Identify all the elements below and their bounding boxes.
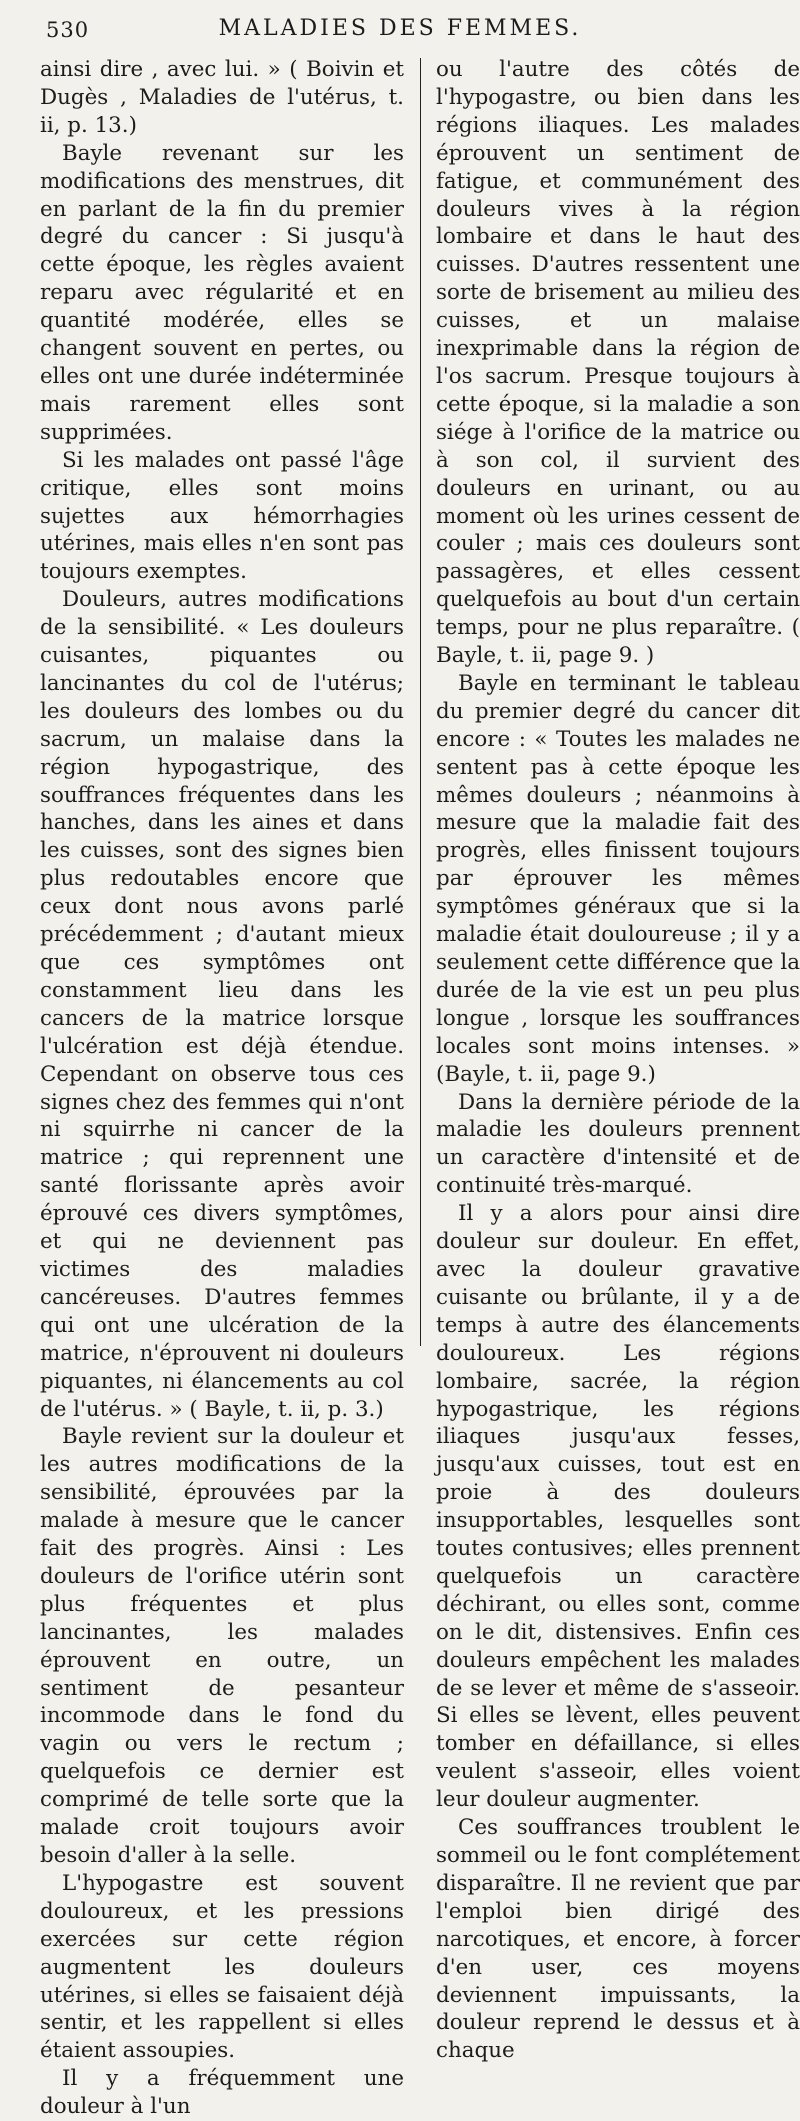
paragraph: L'hypogastre est souvent douloureux, et les pressions exercées sur cette région augmentent les douleurs utérines, si elles se faisaient déjà sentir, et les rappellent si elles étaient assoupies.: [40, 1870, 404, 2064]
left-text-column: [40, 56, 404, 2121]
paragraph: ou l'autre des côtés de l'hypogastre, ou bien dans les régions iliaques. Les malades éprouvent un sentiment de fatigue, et communément des douleurs vives à la région lombaire et dans le haut des cuisses. D'autres ressentent une sorte de brisement au milieu des cuisses, et un malaise inexprimable dans la région de l'os sacrum. Presque toujours à cette époque, si la maladie a son siége à l'orifice de la matrice ou à son col, il survient des douleurs en urinant, ou au moment où les urines cessent de couler ; mais ces douleurs sont passagères, et elles cessent quelquefois au bout d'un certain temps, pour ne plus reparaître. ( Bayle, t. ii, page 9. ): [436, 57, 800, 669]
column-divider: [420, 58, 421, 1346]
paragraph: ainsi dire , avec lui. » ( Boivin et Dugès , Maladies de l'utérus, t. ii, p. 13.): [40, 57, 404, 138]
paragraph: Il y a alors pour ainsi dire douleur sur douleur. En effet, avec la douleur gravative cuisante ou brûlante, il y a de temps à autre des élancements douloureux. Les régions lombaire, sacrée, la région hypogastrique, les régions iliaques jusqu'aux fesses, jusqu'aux cuisses, tout est en proie à des douleurs insupportables, lesquelles sont toutes contusives; elles prennent quelquefois un caractère déchirant, ou elles sont, comme on le dit, distensives. Enfin ces douleurs empêchent les malades de se lever et même de s'asseoir. Si elles se lèvent, elles peuvent tomber en défaillance, si elles veulent s'asseoir, elles voient leur douleur augmenter.: [436, 1201, 800, 1813]
page-header: [0, 10, 800, 46]
paragraph: Bayle revenant sur les modifications des menstrues, dit en parlant de la fin du premier degré du cancer : Si jusqu'à cette époque, les règles avaient reparu avec régularité et en quantité modérée, elles se changent souvent en pertes, ou elles ont une durée indéterminée mais rarement elles sont supprimées.: [40, 140, 404, 445]
paragraph: Bayle revient sur la douleur et les autres modifications de la sensibilité, éprouvées par la malade à mesure que le cancer fait des progrès. Ainsi : Les douleurs de l'orifice utérin sont plus fréquentes et plus lancinantes, les malades éprouvent en outre, un sentiment de pesanteur incommode dans le fond du vagin ou vers le rectum ; quelquefois ce dernier est comprimé de telle sorte que la malade croit toujours avoir besoin d'aller à la selle.: [40, 1424, 404, 1868]
paragraph: Ces souffrances troublent le sommeil ou le font complétement disparaître. Il ne revient que par l'emploi bien dirigé des narcotiques, et encore, à forcer d'en user, ces moyens deviennent impuissants, la douleur reprend le dessus et à chaque: [436, 1815, 800, 2064]
running-head: MALADIES DES FEMMES.: [218, 16, 582, 41]
page-number: 530: [46, 18, 90, 42]
right-text-column: [436, 56, 800, 2065]
paragraph: Dans la dernière période de la maladie les douleurs prennent un caractère d'intensité et de continuité très-marqué.: [436, 1089, 800, 1199]
paragraph: Douleurs, autres modifications de la sensibilité. « Les douleurs cuisantes, piquantes ou lancinantes du col de l'utérus; les douleurs des lombes ou du sacrum, un malaise dans la région hypogastrique, des souffrances fréquentes dans les hanches, dans les aines et dans les cuisses, sont des signes bien plus redoutables encore que ceux dont nous avons parlé précédemment ; d'autant mieux que ces symptômes ont constamment lieu dans les cancers de la matrice lorsque l'ulcération est déjà étendue. Cependant on observe tous ces signes chez des femmes qui n'ont ni squirrhe ni cancer de la matrice ; qui reprennent une santé florissante après avoir éprouvé ces divers symptômes, et qui ne deviennent pas victimes des maladies cancéreuses. D'autres femmes qui ont une ulcération de la matrice, n'éprouvent ni douleurs piquantes, ni élancements au col de l'utérus. » ( Bayle, t. ii, p. 3.): [40, 587, 404, 1422]
paragraph: Bayle en terminant le tableau du premier degré du cancer dit encore : « Toutes les malades ne sentent pas à cette époque les mêmes douleurs ; néanmoins à mesure que la maladie fait des progrès, elles finissent toujours par éprouver les mêmes symptômes généraux que si la maladie était douloureuse ; il y a seulement cette différence que la durée de la vie est un peu plus longue , lorsque les souffrances locales sont moins intenses. » (Bayle, t. ii, page 9.): [436, 670, 800, 1087]
paragraph: Si les malades ont passé l'âge critique, elles sont moins sujettes aux hémorrhagies utérines, mais elles n'en sont pas toujours exemptes.: [40, 447, 404, 585]
paragraph: Il y a fréquemment une douleur à l'un: [40, 2066, 404, 2120]
